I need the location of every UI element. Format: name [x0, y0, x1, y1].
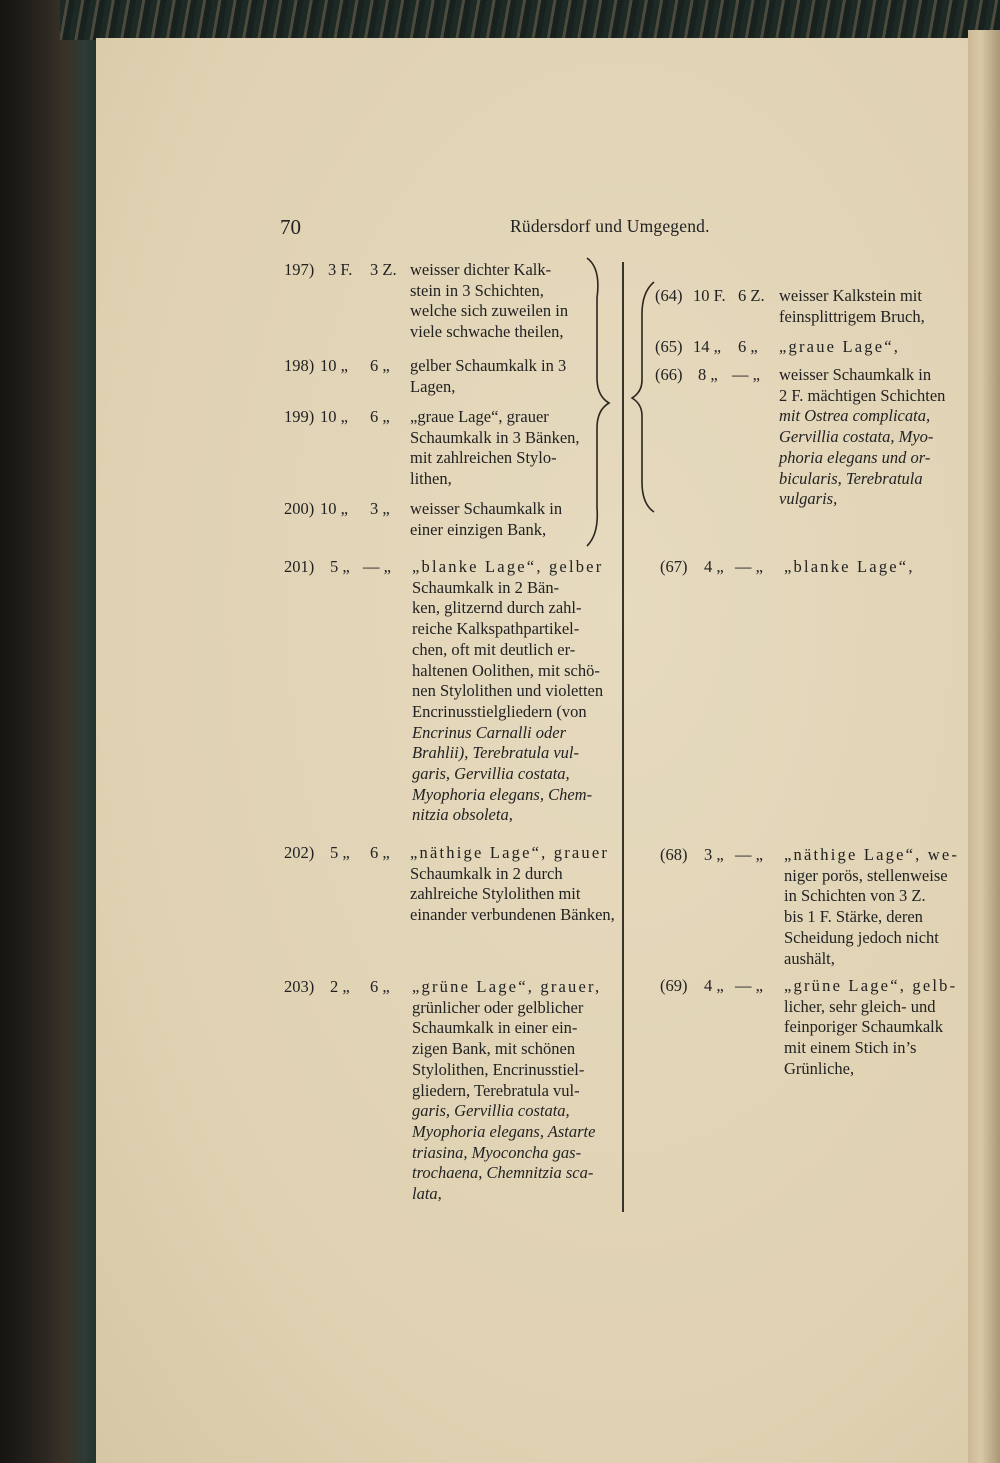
entry-number: (64) [655, 286, 683, 305]
thickness-inches: 6 „ [370, 407, 390, 426]
entry-number: 200) [284, 499, 315, 518]
description-line: lithen, [410, 469, 452, 489]
thickness-feet: 4 „ [704, 557, 724, 576]
description-line: Myophoria elegans, Chem- [412, 784, 593, 804]
thickness-feet: 4 „ [704, 976, 724, 995]
entry-number: (66) [655, 365, 683, 384]
description-line: einer einzigen Bank, [410, 519, 547, 539]
description-line: vulgaris, [779, 489, 838, 509]
entry-number: 197) [284, 260, 315, 279]
description-line: „graue Lage“, [779, 337, 901, 356]
description-line: Schaumkalk in einer ein- [412, 1018, 578, 1038]
entry-description [410, 843, 615, 926]
entry-number: 198) [284, 356, 315, 375]
entry-description [412, 557, 612, 826]
description-line: Scheidung jedoch nicht [784, 927, 939, 947]
description-line: Encrinusstielgliedern (von [412, 701, 587, 721]
description-line: welche sich zuweilen in [410, 301, 569, 321]
book-spine [0, 0, 96, 1463]
description-line: gliedern, Terebratula vul- [412, 1080, 580, 1100]
entry-number: 202) [284, 843, 315, 862]
entry-number: 201) [284, 557, 315, 576]
thickness-inches: 6 „ [738, 337, 758, 356]
thickness-inches: — „ [732, 365, 760, 384]
description-line: „blanke Lage“, [784, 557, 915, 576]
thickness-inches: — „ [735, 557, 763, 576]
thickness-feet: 10 F. [693, 286, 726, 305]
thickness-feet: 3 „ [704, 845, 724, 864]
thickness-inches: — „ [735, 976, 763, 995]
book-binding-edge [60, 0, 1000, 40]
entry-description [784, 845, 960, 969]
description-line: mit einem Stich in’s [784, 1038, 917, 1058]
description-line: nitzia obsoleta, [412, 805, 513, 825]
thickness-feet: 5 „ [330, 843, 350, 862]
thickness-inches: — „ [735, 845, 763, 864]
description-line: „graue Lage“, grauer [410, 407, 549, 426]
description-line: garis, Gervillia costata, [412, 764, 570, 784]
description-line: phoria elegans und or- [779, 447, 931, 467]
entry-number: (67) [660, 557, 688, 576]
description-line: garis, Gervillia costata, [412, 1101, 570, 1121]
description-line: 2 F. mächtigen Schichten [779, 385, 946, 405]
description-line: einander verbundenen Bänken, [410, 905, 615, 925]
thickness-inches: 6 „ [370, 356, 390, 375]
description-line: reiche Kalkspathpartikel- [412, 619, 580, 639]
entry-description [779, 365, 953, 510]
thickness-feet: 3 F. [328, 260, 353, 279]
entry-description [410, 356, 612, 397]
description-line: weisser Schaumkalk in [779, 365, 932, 384]
entry-description [410, 499, 612, 540]
description-line: Brahlii), Terebratula vul- [412, 743, 579, 763]
entry-description [784, 557, 954, 578]
thickness-inches: — „ [363, 557, 391, 576]
page-number: 70 [280, 215, 301, 239]
description-line: mit zahlreichen Stylo- [410, 448, 557, 468]
description-line: Schaumkalk in 2 durch [410, 863, 563, 883]
description-line: „blanke Lage“, gelber [412, 557, 604, 576]
description-line: „näthige Lage“, we- [784, 845, 960, 864]
description-line: Schaumkalk in 2 Bän- [412, 577, 560, 597]
thickness-inches: 6 „ [370, 977, 390, 996]
thickness-feet: 10 „ [320, 499, 348, 518]
description-line: Schaumkalk in 3 Bänken, [410, 427, 580, 447]
description-line: haltenen Oolithen, mit schö- [412, 660, 600, 680]
description-line: grünlicher oder gelblicher [412, 997, 584, 1017]
description-line: triasina, Myoconcha gas- [412, 1142, 582, 1162]
thickness-inches: 6 „ [370, 843, 390, 862]
description-line: stein in 3 Schichten, [410, 280, 544, 300]
thickness-inches: 6 Z. [738, 286, 765, 305]
running-head: Rüdersdorf und Umgegend. [510, 216, 710, 236]
entry-description [410, 407, 612, 490]
grouping-brace-right [628, 282, 658, 514]
thickness-inches: 3 Z. [370, 260, 397, 279]
description-line: aushält, [784, 948, 835, 968]
description-line: in Schichten von 3 Z. [784, 886, 926, 906]
entry-number: 199) [284, 407, 315, 426]
description-line: weisser dichter Kalk- [410, 260, 552, 279]
description-line: lata, [412, 1184, 442, 1204]
description-line: Stylolithen, Encrinusstiel- [412, 1059, 585, 1079]
thickness-feet: 14 „ [693, 337, 721, 356]
description-line: niger porös, stellenweise [784, 865, 948, 885]
description-line: weisser Schaumkalk in [410, 499, 563, 518]
entry-description [412, 977, 612, 1205]
description-line: „grüne Lage“, grauer, [412, 977, 602, 996]
entry-description [779, 286, 953, 327]
description-line: feinsplittrigem Bruch, [779, 306, 925, 326]
description-line: mit Ostrea complicata, [779, 406, 931, 426]
entry-description [779, 337, 953, 358]
description-line: zigen Bank, mit schönen [412, 1039, 576, 1059]
description-line: Gervillia costata, Myo- [779, 427, 934, 447]
description-line: trochaena, Chemnitzia sca- [412, 1163, 594, 1183]
thickness-inches: 3 „ [370, 499, 390, 518]
description-line: ken, glitzernd durch zahl- [412, 598, 582, 618]
description-line: Encrinus Carnalli oder [412, 722, 567, 742]
page-edge [968, 30, 1000, 1463]
description-line: bis 1 F. Stärke, deren [784, 907, 923, 927]
description-line: „näthige Lage“, grauer [410, 843, 610, 862]
description-line: zahlreiche Stylolithen mit [410, 884, 581, 904]
description-line: nen Stylolithen und violetten [412, 681, 604, 701]
entry-number: 203) [284, 977, 315, 996]
description-line: Grünliche, [784, 1058, 855, 1078]
thickness-feet: 5 „ [330, 557, 350, 576]
entry-number: (68) [660, 845, 688, 864]
description-line: Myophoria elegans, Astarte [412, 1121, 596, 1141]
description-line: Lagen, [410, 376, 456, 396]
thickness-feet: 2 „ [330, 977, 350, 996]
description-line: chen, oft mit deutlich er- [412, 639, 576, 659]
entry-number: (65) [655, 337, 683, 356]
entry-number: (69) [660, 976, 688, 995]
grouping-brace-left [585, 258, 625, 548]
thickness-feet: 10 „ [320, 356, 348, 375]
description-line: gelber Schaumkalk in 3 [410, 356, 567, 375]
description-line: „grüne Lage“, gelb- [784, 976, 958, 995]
thickness-feet: 10 „ [320, 407, 348, 426]
entry-description [410, 260, 612, 343]
entry-description [784, 976, 958, 1080]
description-line: bicularis, Terebratula [779, 468, 923, 488]
description-line: licher, sehr gleich- und [784, 996, 936, 1016]
thickness-feet: 8 „ [698, 365, 718, 384]
description-line: viele schwache theilen, [410, 322, 564, 342]
description-line: feinporiger Schaumkalk [784, 1017, 943, 1037]
description-line: weisser Kalkstein mit [779, 286, 922, 305]
